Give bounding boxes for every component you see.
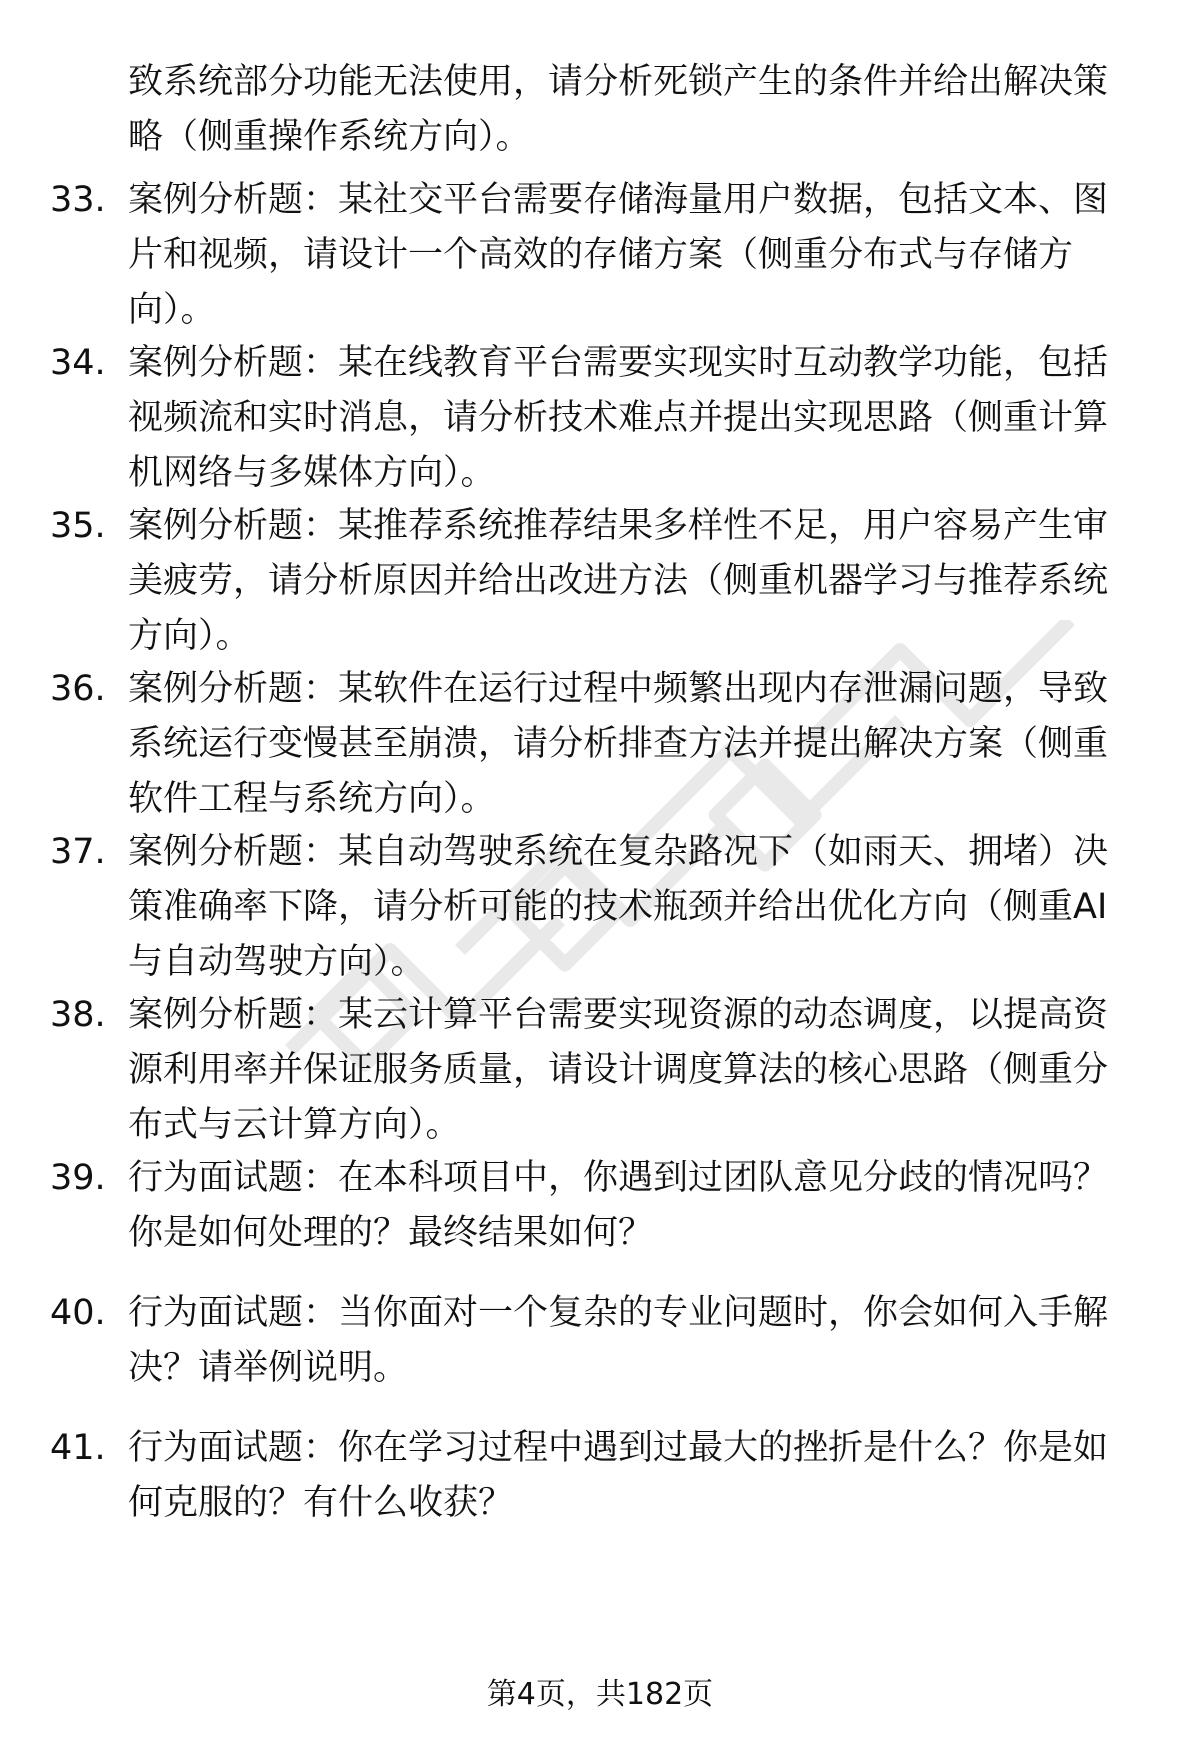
- question-text: 案例分析题：某推荐系统推荐结果多样性不足，用户容易产生审美疲劳，请分析原因并给出改进方法（侧重机器学习与推荐系统方向）。: [128, 506, 1109, 656]
- question-number: 40.: [50, 1293, 106, 1333]
- question-item-33: [50, 173, 1140, 338]
- question-number: 36.: [50, 669, 106, 709]
- question-item-36: [50, 662, 1140, 827]
- question-text: 案例分析题：某在线教育平台需要实现实时互动教学功能，包括视频流和实时消息，请分析技术难点并提出实现思路（侧重计算机网络与多媒体方向）。: [128, 343, 1109, 493]
- question-number: 37.: [50, 832, 106, 872]
- question-item-41: [50, 1421, 1140, 1531]
- question-item-38: [50, 988, 1140, 1153]
- question-text: 案例分析题：某社交平台需要存储海量用户数据，包括文本、图片和视频，请设计一个高效的存储方案（侧重分布式与存储方向）。: [128, 180, 1109, 330]
- question-item-35: [50, 499, 1140, 664]
- question-number: 39.: [50, 1158, 106, 1198]
- question-number: 41.: [50, 1428, 106, 1468]
- question-item-37: [50, 825, 1140, 990]
- question-text: 行为面试题：当你面对一个复杂的专业问题时，你会如何入手解决？请举例说明。: [128, 1293, 1109, 1388]
- question-item-34: [50, 336, 1140, 501]
- question-number: 38.: [50, 995, 106, 1035]
- question-text: 行为面试题：在本科项目中，你遇到过团队意见分歧的情况吗？你是如何处理的？最终结果如何？: [128, 1158, 1109, 1253]
- question-text: 案例分析题：某云计算平台需要实现资源的动态调度，以提高资源利用率并保证服务质量，请设计调度算法的核心思路（侧重分布式与云计算方向）。: [128, 995, 1109, 1145]
- question-item-39: [50, 1151, 1140, 1261]
- page-footer: 第4页，共182页: [486, 1677, 714, 1712]
- question-number: 34.: [50, 343, 106, 383]
- question-number: 35.: [50, 506, 106, 546]
- question-item-40: [50, 1286, 1140, 1396]
- question-text: 案例分析题：某软件在运行过程中频繁出现内存泄漏问题，导致系统运行变慢甚至崩溃，请分析排查方法并提出解决方案（侧重软件工程与系统方向）。: [128, 669, 1109, 819]
- question-text: 案例分析题：某自动驾驶系统在复杂路况下（如雨天、拥堵）决策准确率下降，请分析可能的技术瓶颈并给出优化方向（侧重AI与自动驾驶方向）。: [128, 832, 1109, 982]
- continued-question-text: 致系统部分功能无法使用，请分析死锁产生的条件并给出解决策略（侧重操作系统方向）。: [128, 62, 1109, 157]
- question-text: 行为面试题：你在学习过程中遇到过最大的挫折是什么？你是如何克服的？有什么收获？: [128, 1428, 1109, 1523]
- question-number: 33.: [50, 180, 106, 220]
